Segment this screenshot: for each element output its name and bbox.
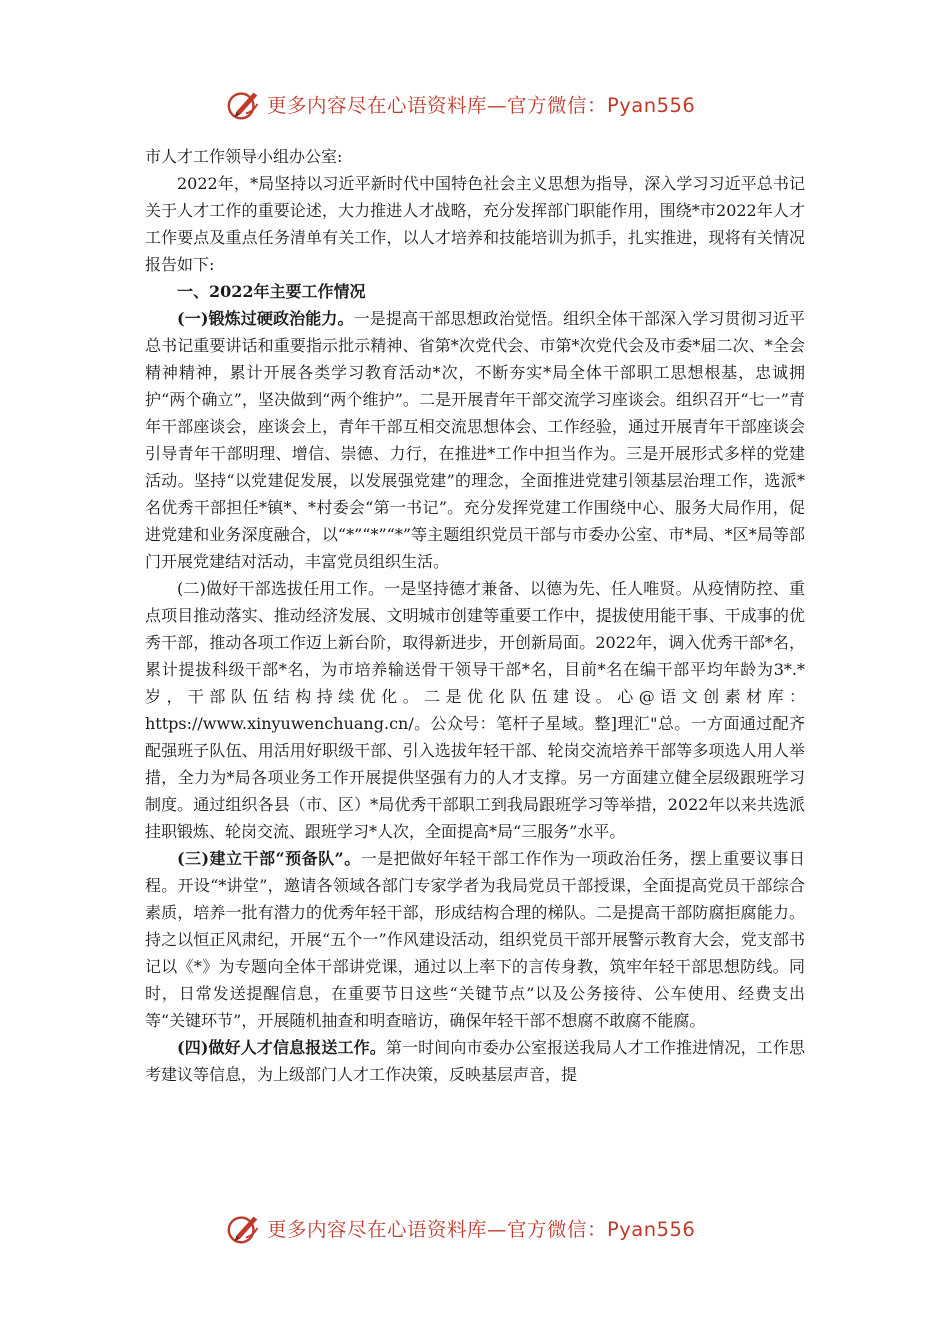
header-banner xyxy=(225,84,725,124)
item-lead: (三)建立干部“预备队”。 xyxy=(177,849,361,868)
item-lead: (四)做好人才信息报送工作。 xyxy=(177,1038,386,1057)
item-paragraph xyxy=(145,575,805,845)
pen-logo-icon xyxy=(225,1209,263,1247)
document-body xyxy=(145,143,805,1088)
section-heading: 一、2022年主要工作情况 xyxy=(177,282,366,301)
item-body: 一是坚持德才兼备、以德为先、任人唯贤。从疫情防控、重点项目推动落实、推动经济发展、文明城市创建等重要工作中，提拔使用能干事、干成事的优秀干部，推动各项工作迈上新台阶，取得新进步，开创新局面。2022年，调入优秀干部*名，累计提拔科级干部*名，为市培养输送骨干领导干部*名，目前*名在编干部平均年龄为3*.*岁，干部队伍结构持续优化。二是优化队伍建设。心@语文创素材库：https://www.xinyuwenchuang.cn/。公众号：笔杆子星域。整]理汇"总。一方面通过配齐配强班子队伍、用活用好职级干部、引入选拔年轻干部、轮岗交流培养干部等多项选人用人举措，全力为*局各项业务工作开展提供坚强有力的人才支撑。另一方面建立健全层级跟班学习制度。通过组织各县（市、区）*局优秀干部职工到我局跟班学习等举措，2022年以来共选派挂职锻炼、轮岗交流、跟班学习*人次，全面提高*局“三服务”水平。 xyxy=(145,579,805,841)
item-body: 第一时间向市委办公室报送我局人才工作推进情况，工作思考建议等信息，为上级部门人才工作决策，反映基层声音，提 xyxy=(145,1038,805,1084)
item-lead: (一)锻炼过硬政治能力。 xyxy=(177,309,354,328)
banner-text: 更多内容尽在心语资料库—官方微信：Pyan556 xyxy=(267,1218,696,1241)
item-paragraph xyxy=(145,305,805,575)
intro-paragraph: 2022年，*局坚持以习近平新时代中国特色社会主义思想为指导，深入学习习近平总书记关于人才工作的重要论述，大力推进人才战略，充分发挥部门职能作用，围绕*市2022年人才工作要点及重点任务清单有关工作，以人才培养和技能培训为抓手，扎实推进，现将有关情况报告如下: xyxy=(145,174,805,274)
item-paragraph xyxy=(145,845,805,1034)
footer-banner xyxy=(225,1208,725,1248)
banner-text: 更多内容尽在心语资料库—官方微信：Pyan556 xyxy=(267,94,696,117)
item-body: 一是把做好年轻干部工作作为一项政治任务，摆上重要议事日程。开设“*讲堂”，邀请各领域各部门专家学者为我局党员干部授课，全面提高党员干部综合素质，培养一批有潜力的优秀年轻干部，形成结构合理的梯队。二是提高干部防腐拒腐能力。持之以恒正风肃纪，开展“五个一”作风建设活动，组织党员干部开展警示教育大会，党支部书记以《*》为专题向全体干部讲党课，通过以上率下的言传身教，筑牢年轻干部思想防线。同时，日常发送提醒信息，在重要节日这些“关键节点”以及公务接待、公车使用、经费支出等“关键环节”，开展随机抽查和明查暗访，确保年轻干部不想腐不敢腐不能腐。 xyxy=(145,849,805,1030)
item-paragraph xyxy=(145,1034,805,1088)
pen-logo-icon xyxy=(225,85,263,123)
item-lead: (二)做好干部选拔任用工作。 xyxy=(177,579,385,598)
salutation: 市人才工作领导小组办公室: xyxy=(145,147,343,166)
item-body: 一是提高干部思想政治觉悟。组织全体干部深入学习贯彻习近平总书记重要讲话和重要指示批示精神、省第*次党代会、市第*次党代会及市委*届二次、*全会精神精神，累计开展各类学习教育活动*次，不断夯实*局全体干部职工思想根基，忠诚拥护“两个确立”，坚决做到“两个维护”。二是开展青年干部交流学习座谈会。组织召开“七一”青年干部座谈会，座谈会上，青年干部互相交流思想体会、工作经验，通过开展青年干部座谈会引导青年干部明理、增信、崇德、力行，在推进*工作中担当作为。三是开展形式多样的党建活动。坚持“以党建促发展，以发展强党建”的理念，全面推进党建引领基层治理工作，选派*名优秀干部担任*镇*、*村委会“第一书记”。充分发挥党建工作围绕中心、服务大局作用，促进党建和业务深度融合，以“*”“*”“*”等主题组织党员干部与市委办公室、市*局、*区*局等部门开展党建结对活动，丰富党员组织生活。 xyxy=(145,309,805,571)
